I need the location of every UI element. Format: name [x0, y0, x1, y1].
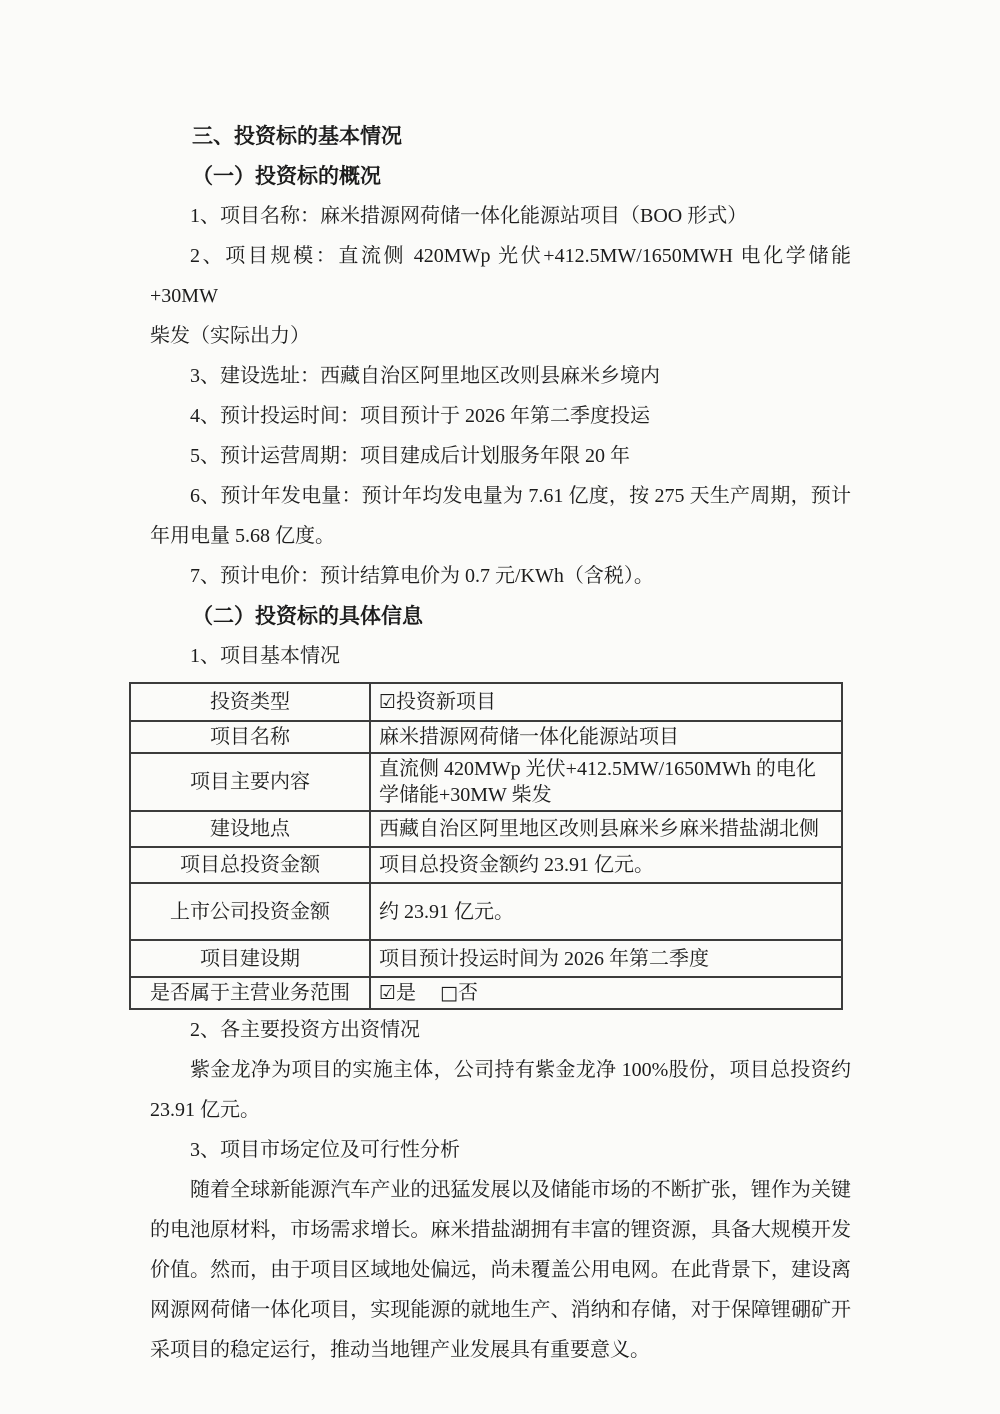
market-title: 3、项目市场定位及可行性分析 [190, 1139, 460, 1161]
table-cell-label: 投资类型 [130, 683, 370, 721]
table-cell-value [370, 977, 842, 1009]
funding-paragraph-line-2: 23.91 亿元。 [150, 1099, 260, 1121]
overview-item-5: 5、预计运营周期：项目建成后计划服务年限 20 年 [190, 445, 630, 467]
overview-item-6-line-1: 6、预计年发电量：预计年均发电量为 7.61 亿度，按 275 天生产周期，预计 [190, 485, 851, 507]
overview-item-6-line-2: 年用电量 5.68 亿度。 [150, 525, 335, 547]
table-cell-value: 麻米措源网荷储一体化能源站项目 [370, 721, 842, 753]
funding-title: 2、各主要投资方出资情况 [190, 1019, 420, 1041]
overview-heading: （一）投资标的概况 [192, 164, 381, 188]
table-cell-value: 约 23.91 亿元。 [370, 883, 842, 940]
details-heading: （二）投资标的具体信息 [192, 604, 423, 628]
market-paragraph-line-2: 的电池原材料，市场需求增长。麻米措盐湖拥有丰富的锂资源，具备大规模开发 [150, 1219, 851, 1241]
table-cell-value: 项目预计投运时间为 2026 年第二季度 [370, 940, 842, 977]
listed-company-investment-row [130, 883, 842, 940]
main-business-row [130, 977, 842, 1009]
invest-type-row [130, 683, 842, 721]
table-cell-label: 项目总投资金额 [130, 847, 370, 883]
checkbox-checked-icon: ☑ [379, 982, 397, 1004]
project-name-row [130, 721, 842, 753]
overview-item-1: 1、项目名称：麻米措源网荷储一体化能源站项目（BOO 形式） [190, 205, 748, 227]
total-investment-row [130, 847, 842, 883]
funding-paragraph-line-1: 紫金龙净为项目的实施主体，公司持有紫金龙净 100%股份，项目总投资约 [190, 1059, 851, 1081]
market-paragraph-line-5: 采项目的稳定运行，推动当地锂产业发展具有重要意义。 [150, 1339, 650, 1361]
construction-period-row [130, 940, 842, 977]
section-heading: 三、投资标的基本情况 [192, 124, 402, 148]
table-cell-label: 是否属于主营业务范围 [130, 977, 370, 1009]
basic-info-title: 1、项目基本情况 [190, 645, 340, 667]
table-cell-label: 项目建设期 [130, 940, 370, 977]
table-cell-value: 项目总投资金额约 23.91 亿元。 [370, 847, 842, 883]
table-cell-value [370, 683, 842, 721]
market-paragraph-line-4: 网源网荷储一体化项目，实现能源的就地生产、消纳和存储，对于保障锂硼矿开 [150, 1299, 851, 1321]
overview-item-2-line-1: 2、项目规模：直流侧 420MWp 光伏+412.5MW/1650MWH 电化学储能+30MW [150, 245, 851, 307]
table-cell-label: 上市公司投资金额 [130, 883, 370, 940]
table-cell-value: 西藏自治区阿里地区改则县麻米乡麻米措盐湖北侧 [370, 811, 842, 847]
market-paragraph-line-3: 价值。然而，由于项目区域地处偏远，尚未覆盖公用电网。在此背景下，建设离 [150, 1259, 851, 1281]
checkbox-unchecked-icon: □ [440, 982, 458, 1004]
overview-item-3: 3、建设选址：西藏自治区阿里地区改则县麻米乡境内 [190, 365, 660, 387]
overview-item-7: 7、预计电价：预计结算电价为 0.7 元/KWh（含税）。 [190, 565, 654, 587]
table-cell-value: 直流侧 420MWp 光伏+412.5MW/1650MWh 的电化学储能+30MW 柴发 [370, 753, 842, 811]
project-info-table [129, 682, 843, 1010]
invest-type-option-label: 投资新项目 [396, 691, 497, 713]
no-option-label: 否 [458, 982, 478, 1004]
table-cell-label: 项目主要内容 [130, 753, 370, 811]
table-cell-label: 项目名称 [130, 721, 370, 753]
overview-item-4: 4、预计投运时间：项目预计于 2026 年第二季度投运 [190, 405, 650, 427]
overview-item-2-line-2: 柴发（实际出力） [150, 325, 310, 347]
market-paragraph-line-1: 随着全球新能源汽车产业的迅猛发展以及储能市场的不断扩张，锂作为关键 [190, 1179, 851, 1201]
yes-option-label: 是 [396, 982, 417, 1004]
checkbox-checked-icon: ☑ [379, 691, 397, 713]
location-row [130, 811, 842, 847]
table-cell-label: 建设地点 [130, 811, 370, 847]
main-content-row [130, 753, 842, 811]
